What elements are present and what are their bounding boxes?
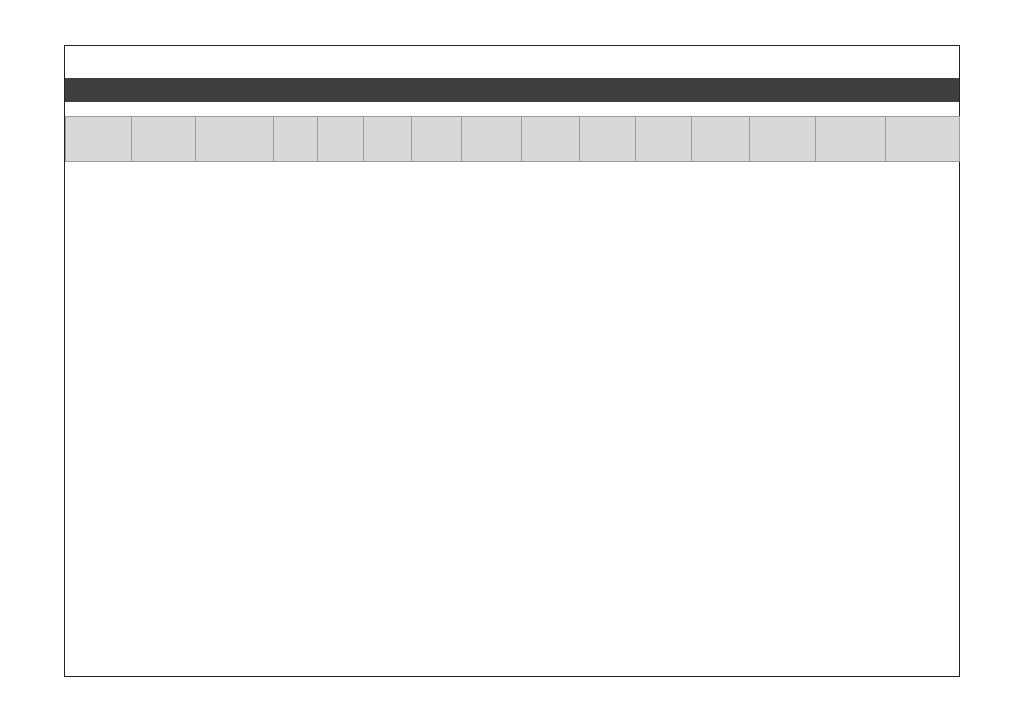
col-boursier	[318, 117, 364, 162]
col-candidats	[412, 117, 462, 162]
col-frais	[274, 117, 318, 162]
col-propositions	[462, 117, 522, 162]
title-banner	[65, 78, 959, 102]
col-dates	[636, 117, 692, 162]
col-ensa	[66, 117, 132, 162]
col-phase1	[750, 117, 816, 162]
document-sheet	[64, 45, 960, 677]
col-phase2	[816, 117, 886, 162]
col-spec	[196, 117, 274, 162]
col-site	[132, 117, 196, 162]
col-taux	[522, 117, 580, 162]
schools-table	[65, 116, 960, 162]
col-nb-entretiens	[580, 117, 636, 162]
col-places	[364, 117, 412, 162]
table-header-row	[66, 117, 960, 162]
col-autorisation	[692, 117, 750, 162]
col-autre	[886, 117, 960, 162]
